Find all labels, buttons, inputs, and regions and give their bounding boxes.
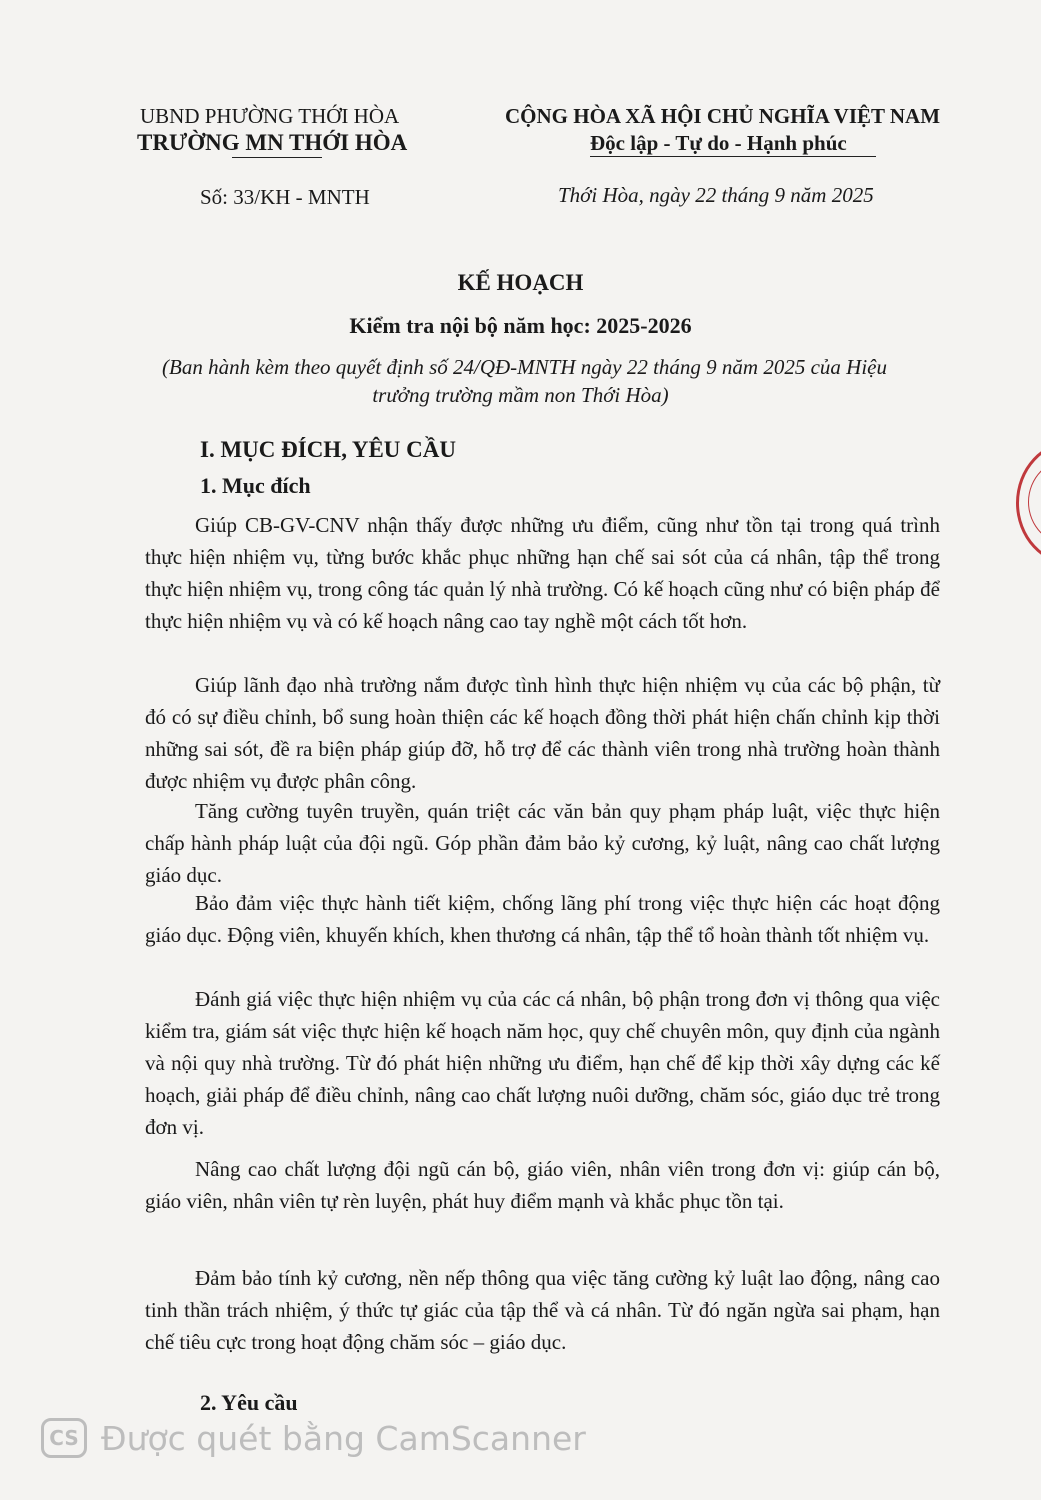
document-subtitle: Kiểm tra nội bộ năm học: 2025-2026: [349, 313, 692, 338]
paragraph: Nâng cao chất lượng đội ngũ cán bộ, giáo viên, nhân viên trong đơn vị: giúp cán bộ, giáo viên, nhân viên tự rèn luyện, phát huy điểm mạnh và khắc phục tồn tại.: [145, 1157, 940, 1213]
paragraph: Bảo đảm việc thực hành tiết kiệm, chống lãng phí trong việc thực hiện các hoạt động giáo dục. Động viên, khuyến khích, khen thương cá nhân, tập thể tổ hoàn thành tốt nhiệm vụ.: [145, 891, 940, 947]
paragraph: Đánh giá việc thực hiện nhiệm vụ của các cá nhân, bộ phận trong đơn vị thông qua việc kiểm tra, giám sát việc thực hiện kế hoạch năm học, quy chế chuyên môn, quy định của ngành và nội quy nhà trường. Từ đó phát hiện những ưu điểm, hạn chế để kịp thời xây dựng các kế hoạch, giải pháp để điều chỉnh, nâng cao chất lượng nuôi dưỡng, chăm sóc, giáo dục trẻ trong đơn vị.: [145, 987, 940, 1139]
national-motto-underline: [590, 156, 876, 157]
document-note-line-1: (Ban hành kèm theo quyết định số 24/QĐ-MNTH ngày 22 tháng 9 năm 2025 của Hiệu: [162, 355, 887, 379]
document-title: KẾ HOẠCH: [457, 270, 584, 295]
paragraph: Tăng cường tuyên truyền, quán triệt các văn bản quy phạm pháp luật, việc thực hiện chấp hành pháp luật của đội ngũ. Góp phần đảm bảo kỷ cương, kỷ luật, nâng cao chất lượng giáo dục.: [145, 799, 940, 887]
document-date: Thới Hòa, ngày 22 tháng 9 năm 2025: [558, 183, 874, 207]
school-name-underline: [232, 157, 322, 158]
paragraph: Giúp CB-GV-CNV nhận thấy được những ưu điểm, cũng như tồn tại trong quá trình thực hiện nhiệm vụ, từng bước khắc phục những hạn chế sai sót của cá nhân, tập thể trong thực hiện nhiệm vụ, trong công tác quản lý nhà trường. Có kế hoạch cũng như có biện pháp để thực hiện nhiệm vụ và có kế hoạch nâng cao tay nghề một cách tốt hơn.: [145, 513, 940, 633]
section-heading-1: I. MỤC ĐÍCH, YÊU CẦU: [200, 437, 456, 462]
school-name: TRƯỜNG MN THỚI HÒA: [137, 130, 408, 155]
subsection-heading-purpose: 1. Mục đích: [200, 473, 311, 498]
issuing-authority: UBND PHƯỜNG THỚI HÒA: [140, 104, 400, 128]
camscanner-watermark: Được quét bằng CamScanner: [101, 1419, 586, 1458]
camscanner-logo-icon: CS: [41, 1418, 87, 1458]
subsection-heading-requirements: 2. Yêu cầu: [200, 1390, 298, 1415]
national-motto: Độc lập - Tự do - Hạnh phúc: [590, 131, 847, 155]
paragraph: Đảm bảo tính kỷ cương, nền nếp thông qua việc tăng cường kỷ luật lao động, nâng cao tinh thần trách nhiệm, ý thức tự giác của tập thể và cá nhân. Từ đó ngăn ngừa sai phạm, hạn chế tiêu cực trong hoạt động chăm sóc – giáo dục.: [145, 1266, 940, 1354]
national-title: CỘNG HÒA XÃ HỘI CHỦ NGHĨA VIỆT NAM: [505, 104, 941, 128]
paragraph: Giúp lãnh đạo nhà trường nắm được tình hình thực hiện nhiệm vụ của các bộ phận, từ đó có sự điều chỉnh, bổ sung hoàn thiện các kế hoạch đồng thời phát hiện chấn chỉnh kịp thời những sai sót, đề ra biện pháp giúp đỡ, hỗ trợ để các thành viên trong nhà trường hoàn thành được nhiệm vụ được phân công.: [145, 673, 940, 793]
document-note-line-2: trưởng trường mầm non Thới Hòa): [372, 383, 669, 407]
document-number: Số: 33/KH - MNTH: [200, 185, 370, 209]
